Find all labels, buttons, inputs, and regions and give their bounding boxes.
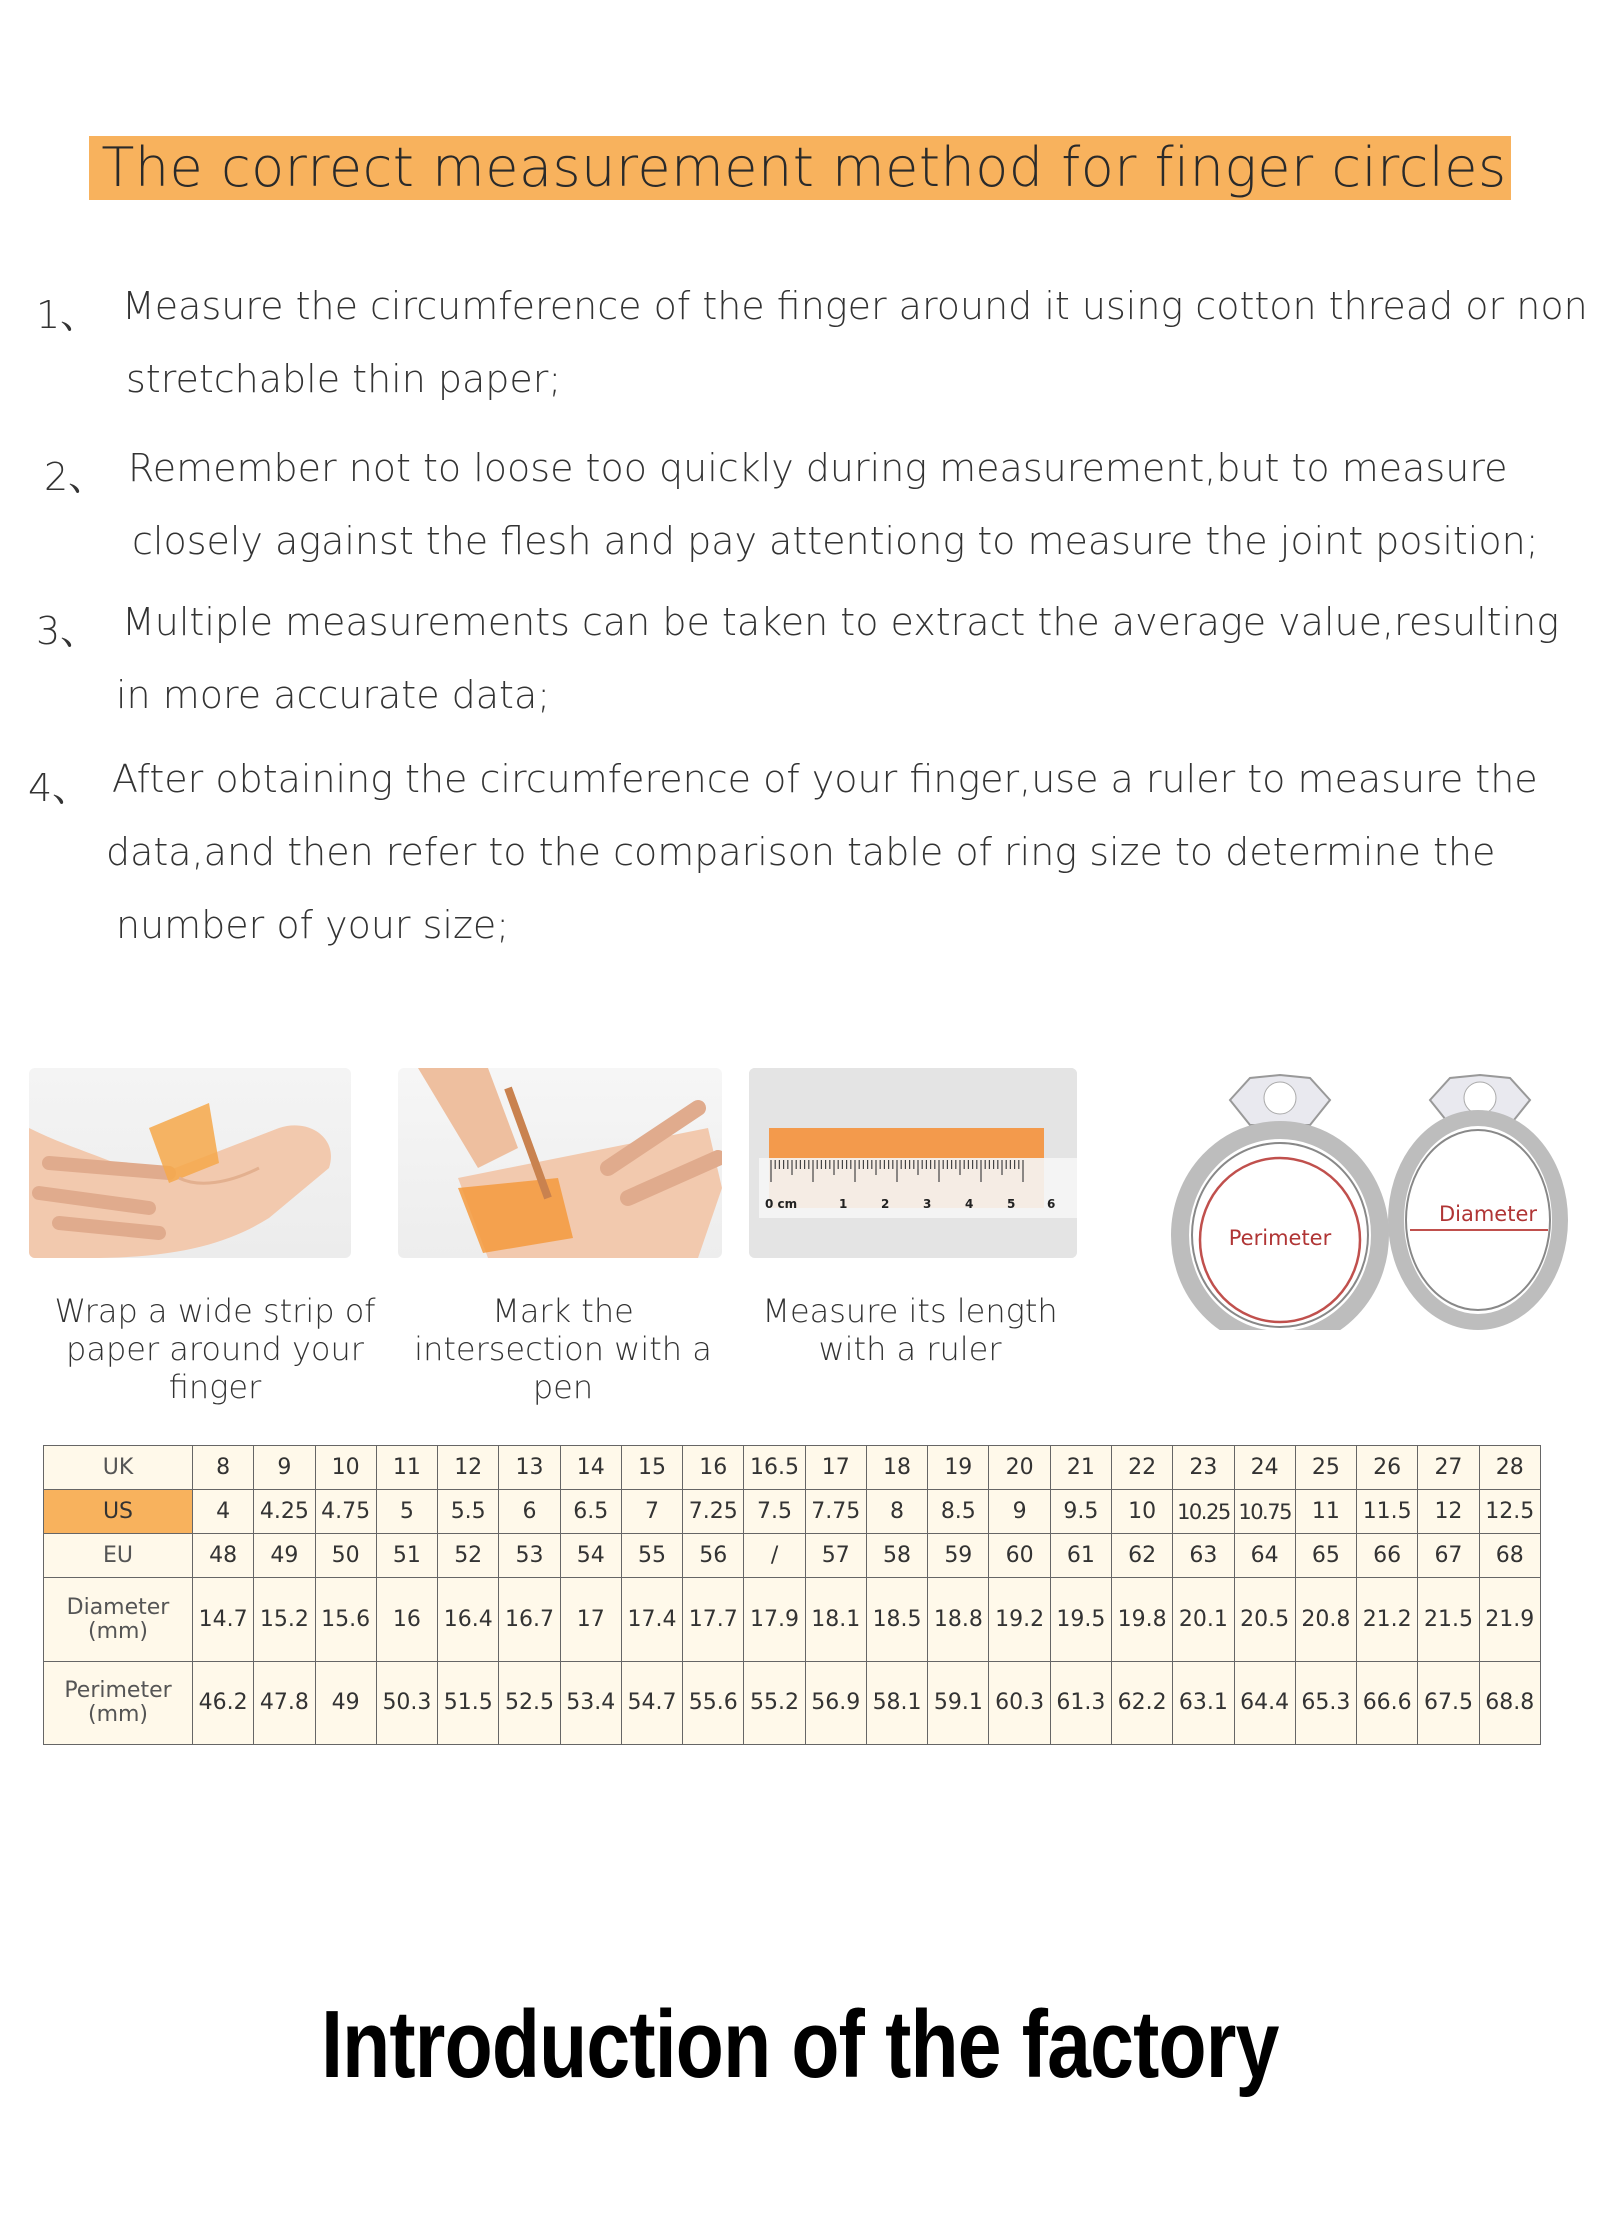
step-text-line: in more accurate data; <box>116 673 551 717</box>
table-cell: 15.2 <box>254 1578 315 1661</box>
table-cell: 62 <box>1111 1534 1172 1578</box>
table-cell: 60.3 <box>989 1661 1050 1744</box>
table-cell: 65.3 <box>1295 1661 1356 1744</box>
ruler-label: 3 <box>923 1197 932 1211</box>
table-cell: 48 <box>193 1534 254 1578</box>
table-cell: 17.7 <box>683 1578 744 1661</box>
table-cell: 7.25 <box>683 1490 744 1534</box>
perimeter-label: Perimeter <box>1228 1226 1332 1250</box>
table-cell: 51.5 <box>438 1661 499 1744</box>
table-cell: 51 <box>376 1534 437 1578</box>
table-cell: 7 <box>621 1490 682 1534</box>
table-cell: 13 <box>499 1446 560 1490</box>
ring-perimeter-icon <box>1180 1075 1380 1330</box>
table-cell: 17.9 <box>744 1578 805 1661</box>
table-cell: 64.4 <box>1234 1661 1295 1744</box>
step-number: 3、 <box>36 609 99 653</box>
table-cell: 52 <box>438 1534 499 1578</box>
table-cell: 55.6 <box>683 1661 744 1744</box>
row-header: Perimeter (mm) <box>44 1661 193 1744</box>
table-cell: 21.9 <box>1479 1578 1540 1661</box>
table-cell: 9.5 <box>1050 1490 1111 1534</box>
table-cell: 61.3 <box>1050 1661 1111 1744</box>
hand-mark-pen-photo <box>398 1068 722 1258</box>
table-cell: 12.5 <box>1479 1490 1540 1534</box>
table-cell: 57 <box>805 1534 866 1578</box>
table-cell: 20.5 <box>1234 1578 1295 1661</box>
table-cell: 50 <box>315 1534 376 1578</box>
row-header: EU <box>44 1534 193 1578</box>
table-cell: 10.25 <box>1173 1490 1234 1534</box>
table-cell: 66 <box>1357 1534 1418 1578</box>
table-cell: 12 <box>1418 1490 1479 1534</box>
step-text-line: closely against the flesh and pay attentiong to measure the joint position; <box>132 519 1539 563</box>
table-cell: 20.1 <box>1173 1578 1234 1661</box>
table-cell: 4.75 <box>315 1490 376 1534</box>
table-cell: 9 <box>989 1490 1050 1534</box>
table-cell: 19.8 <box>1111 1578 1172 1661</box>
ruler-measure-photo <box>749 1068 1077 1258</box>
title-wrap <box>0 136 1600 200</box>
hand-pen-icon <box>398 1068 722 1258</box>
ruler-label: 5 <box>1007 1197 1016 1211</box>
table-cell: 18 <box>866 1446 927 1490</box>
table-cell: 21.2 <box>1357 1578 1418 1661</box>
table-cell: 4 <box>193 1490 254 1534</box>
step-text-line: Multiple measurements can be taken to extract the average value,resulting <box>122 600 1560 644</box>
footer-heading: Introduction of the factory <box>321 1991 1279 2098</box>
table-cell: 8 <box>866 1490 927 1534</box>
step-text-line: number of your size; <box>116 903 510 947</box>
table-cell: 16 <box>683 1446 744 1490</box>
table-row <box>44 1578 1541 1661</box>
table-cell: 15 <box>621 1446 682 1490</box>
table-cell: 52.5 <box>499 1661 560 1744</box>
table-cell: 63.1 <box>1173 1661 1234 1744</box>
table-cell: 55.2 <box>744 1661 805 1744</box>
table-cell: 55 <box>621 1534 682 1578</box>
table-cell: 58 <box>866 1534 927 1578</box>
table-cell: 6.5 <box>560 1490 621 1534</box>
table-cell: 63 <box>1173 1534 1234 1578</box>
table-cell: 20 <box>989 1446 1050 1490</box>
row-header: US <box>44 1490 193 1534</box>
table-cell: 26 <box>1357 1446 1418 1490</box>
table-cell: 11.5 <box>1357 1490 1418 1534</box>
table-cell: 14.7 <box>193 1578 254 1661</box>
table-cell: 10 <box>1111 1490 1172 1534</box>
table-cell: 64 <box>1234 1534 1295 1578</box>
table-cell: 56.9 <box>805 1661 866 1744</box>
row-header: Diameter (mm) <box>44 1578 193 1661</box>
table-cell: 8 <box>193 1446 254 1490</box>
table-cell: 54.7 <box>621 1661 682 1744</box>
table-cell: 25 <box>1295 1446 1356 1490</box>
ruler-label: 2 <box>881 1197 890 1211</box>
table-cell: 65 <box>1295 1534 1356 1578</box>
table-cell: 7.75 <box>805 1490 866 1534</box>
table-cell: 17 <box>560 1578 621 1661</box>
table-cell: 6 <box>499 1490 560 1534</box>
table-cell: 22 <box>1111 1446 1172 1490</box>
table-cell: 9 <box>254 1446 315 1490</box>
step-number: 2、 <box>44 455 107 499</box>
table-cell: 53.4 <box>560 1661 621 1744</box>
table-cell: 56 <box>683 1534 744 1578</box>
step-text-line: Remember not to loose too quickly during measurement,but to measure <box>128 446 1508 490</box>
table-cell: 8.5 <box>928 1490 989 1534</box>
table-cell: 11 <box>1295 1490 1356 1534</box>
ruler-label: 6 <box>1047 1197 1056 1211</box>
table-cell: 61 <box>1050 1534 1111 1578</box>
table-cell: 49 <box>315 1661 376 1744</box>
ring-diameter-icon <box>1396 1075 1560 1322</box>
table-cell: 18.5 <box>866 1578 927 1661</box>
table-cell: 16.4 <box>438 1578 499 1661</box>
table-cell: 10 <box>315 1446 376 1490</box>
hand-wrap-icon <box>29 1068 351 1258</box>
table-cell: 54 <box>560 1534 621 1578</box>
caption-ruler: Measure its length with a ruler <box>762 1292 1058 1368</box>
ruler-label: 0 cm <box>765 1197 798 1211</box>
table-cell: 10.75 <box>1234 1490 1295 1534</box>
table-cell: 67 <box>1418 1534 1479 1578</box>
table-cell: 16.5 <box>744 1446 805 1490</box>
table-cell: 21 <box>1050 1446 1111 1490</box>
table-cell: 19.5 <box>1050 1578 1111 1661</box>
table-cell: 4.25 <box>254 1490 315 1534</box>
table-cell: 19.2 <box>989 1578 1050 1661</box>
table-cell: 59 <box>928 1534 989 1578</box>
table-cell: 59.1 <box>928 1661 989 1744</box>
table-cell: 16 <box>376 1578 437 1661</box>
diameter-label: Diameter <box>1438 1202 1538 1226</box>
step-text-line: After obtaining the circumference of your finger,use a ruler to measure the <box>112 757 1538 801</box>
table-cell: 11 <box>376 1446 437 1490</box>
hand-wrap-paper-photo <box>29 1068 351 1258</box>
table-cell: 5.5 <box>438 1490 499 1534</box>
table-cell: 23 <box>1173 1446 1234 1490</box>
table-cell: 58.1 <box>866 1661 927 1744</box>
table-cell: 14 <box>560 1446 621 1490</box>
table-cell: 49 <box>254 1534 315 1578</box>
step-text-line: stretchable thin paper; <box>126 357 562 401</box>
table-cell: 28 <box>1479 1446 1540 1490</box>
table-cell: 17.4 <box>621 1578 682 1661</box>
footer-heading-wrap <box>0 1990 1600 2100</box>
table-cell: 60 <box>989 1534 1050 1578</box>
table-cell: 53 <box>499 1534 560 1578</box>
caption-mark-pen: Mark the intersection with a pen <box>414 1292 712 1406</box>
table-cell: 19 <box>928 1446 989 1490</box>
ruler-label: 4 <box>965 1197 974 1211</box>
table-cell: 5 <box>376 1490 437 1534</box>
step-number: 1、 <box>36 293 99 337</box>
table-cell: 20.8 <box>1295 1578 1356 1661</box>
table-cell: 17 <box>805 1446 866 1490</box>
table-row <box>44 1446 1541 1490</box>
table-cell: 16.7 <box>499 1578 560 1661</box>
table-cell: 12 <box>438 1446 499 1490</box>
step-text-line: data,and then refer to the comparison table of ring size to determine the <box>106 830 1496 874</box>
step-text-line: Measure the circumference of the finger around it using cotton thread or non <box>122 284 1588 328</box>
caption-wrap-paper: Wrap a wide strip of paper around your finger <box>54 1292 376 1406</box>
table-cell: 46.2 <box>193 1661 254 1744</box>
table-row <box>44 1490 1541 1534</box>
ring-size-table <box>43 1445 1541 1745</box>
table-cell: 68 <box>1479 1534 1540 1578</box>
table-cell: 50.3 <box>376 1661 437 1744</box>
table-cell: 21.5 <box>1418 1578 1479 1661</box>
table-cell: 18.1 <box>805 1578 866 1661</box>
table-cell: / <box>744 1534 805 1578</box>
table-cell: 24 <box>1234 1446 1295 1490</box>
table-cell: 68.8 <box>1479 1661 1540 1744</box>
ring-diagram <box>1170 1070 1590 1330</box>
page-title: The correct measurement method for finger circles <box>89 136 1510 200</box>
table-row <box>44 1661 1541 1744</box>
table-cell: 67.5 <box>1418 1661 1479 1744</box>
table-cell: 18.8 <box>928 1578 989 1661</box>
table-cell: 15.6 <box>315 1578 376 1661</box>
table-cell: 7.5 <box>744 1490 805 1534</box>
row-header: UK <box>44 1446 193 1490</box>
table-cell: 62.2 <box>1111 1661 1172 1744</box>
ruler-icon <box>749 1068 1077 1258</box>
table-cell: 27 <box>1418 1446 1479 1490</box>
ruler-label: 1 <box>839 1197 848 1211</box>
table-cell: 66.6 <box>1357 1661 1418 1744</box>
table-cell: 47.8 <box>254 1661 315 1744</box>
step-number: 4、 <box>28 766 91 810</box>
table-row <box>44 1534 1541 1578</box>
